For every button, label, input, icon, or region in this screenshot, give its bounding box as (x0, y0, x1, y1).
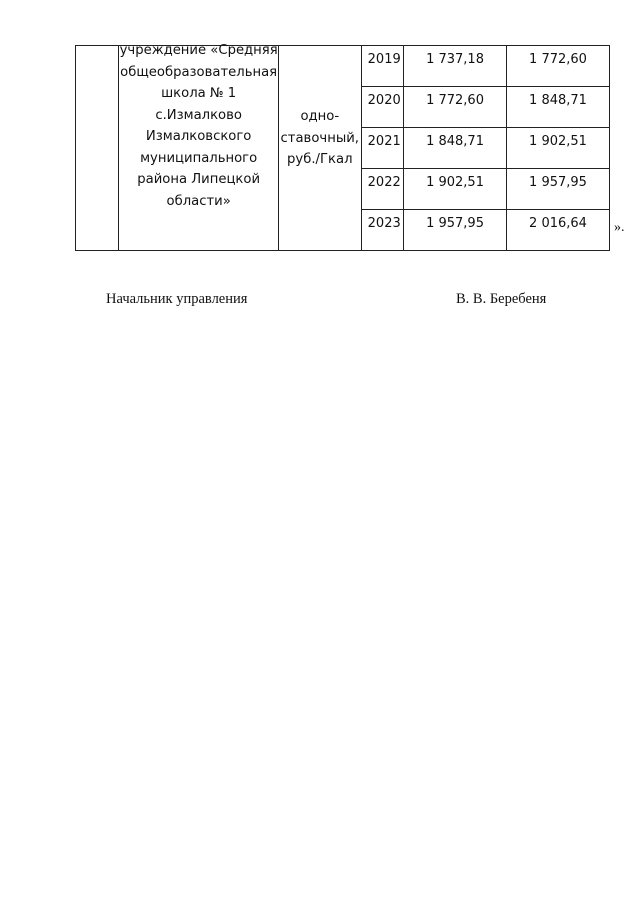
value-second-cell: 1 772,60 (507, 46, 610, 87)
value-first-cell: 1 772,60 (404, 87, 507, 128)
value-first-cell: 1 848,71 (404, 128, 507, 169)
year-cell: 2022 (361, 169, 403, 210)
tariff-table (75, 45, 610, 251)
organization-line: учреждение «Средняя (119, 43, 278, 58)
value-first-cell: 1 902,51 (404, 169, 507, 210)
organization-cell (119, 43, 278, 251)
unit-cell (278, 46, 361, 251)
year-cell: 2023 (361, 210, 403, 251)
row-number-cell (76, 46, 119, 251)
value-second-cell: 1 848,71 (507, 87, 610, 128)
organization-line: Измалковского (145, 129, 252, 144)
closing-quote-mark: ». (614, 220, 625, 235)
tariff-unit (279, 106, 361, 171)
value-first-cell: 1 737,18 (404, 46, 507, 87)
table-row (76, 46, 610, 87)
year-cell: 2019 (361, 46, 403, 87)
organization-line: школа № 1 (161, 86, 237, 101)
organization-line: с.Измалково (155, 107, 242, 123)
organization-line: области» (166, 193, 231, 209)
organization-line: муниципального (140, 150, 258, 166)
signatory-position: Начальник управления (106, 291, 248, 307)
value-second-cell: 2 016,64 (507, 210, 610, 251)
value-second-cell: 1 957,95 (507, 169, 610, 210)
unit-line: руб./Гкал (287, 152, 353, 167)
unit-line: одно- (300, 109, 340, 124)
year-cell: 2020 (361, 87, 403, 128)
organization-name (119, 40, 277, 212)
year-cell: 2021 (361, 128, 403, 169)
value-first-cell: 1 957,95 (404, 210, 507, 251)
organization-line: общеобразовательная (120, 64, 278, 80)
unit-line: ставочный, (280, 130, 359, 146)
organization-line: района Липецкой (137, 172, 261, 187)
value-second-cell: 1 902,51 (507, 128, 610, 169)
signatory-name: В. В. Беребеня (456, 291, 547, 307)
